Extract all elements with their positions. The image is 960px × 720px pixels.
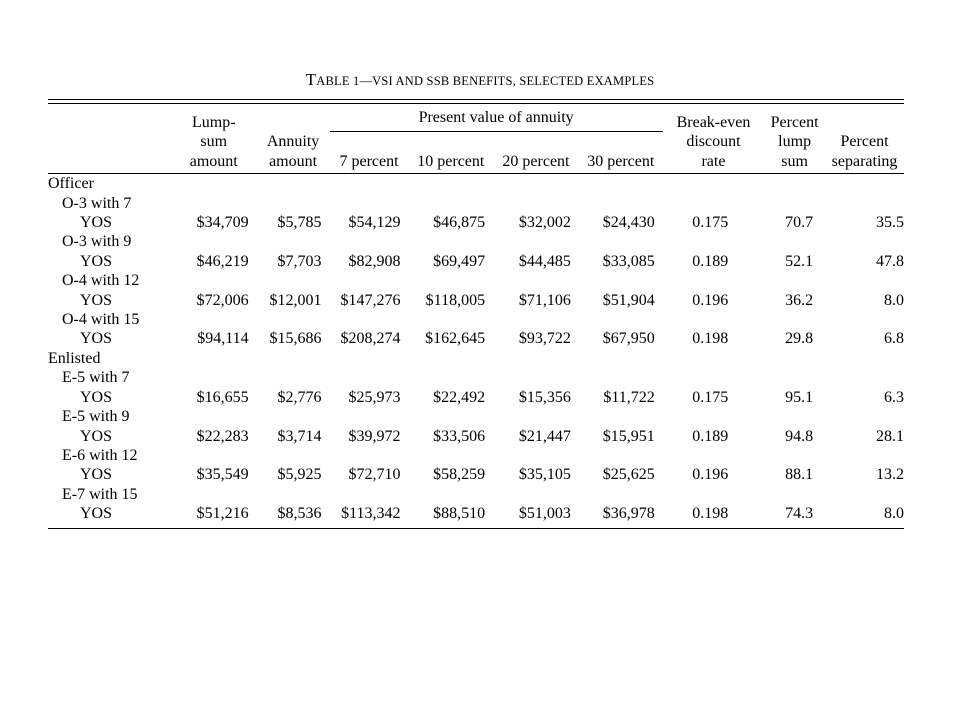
cell-ps: 35.5 [876, 214, 904, 232]
group-row [48, 174, 904, 194]
cell-p30: $24,430 [602, 214, 655, 232]
bottom-rule [48, 528, 904, 529]
cell-p20: $15,356 [518, 388, 571, 406]
cell-ps: 6.3 [884, 388, 904, 406]
cell-be: 0.198 [692, 330, 729, 348]
cell-be: 0.189 [692, 427, 729, 445]
top-double-rule-2 [48, 103, 904, 104]
header-break-even-1: Break-even [676, 114, 751, 131]
cell-p7: $54,129 [348, 214, 401, 232]
cell-lump: $94,114 [197, 330, 249, 348]
cell-annuity: $2,776 [277, 388, 322, 406]
cell-be: 0.196 [692, 466, 729, 484]
grade-label: E-7 with 15 [62, 485, 138, 503]
grade-label: E-5 with 7 [62, 369, 130, 387]
cell-p30: $33,085 [602, 252, 655, 270]
table-row-grade [48, 271, 904, 290]
cell-annuity: $15,686 [269, 330, 322, 348]
table-body [48, 174, 904, 524]
header-present-value-group [330, 108, 663, 132]
header-percent-lump-1: Percent [770, 114, 819, 131]
cell-p30: $25,625 [602, 466, 655, 484]
header-percent-lump-2: lump [778, 133, 812, 151]
yos-label: YOS [80, 252, 113, 270]
cell-p20: $93,722 [518, 330, 571, 348]
grade-label: E-5 with 9 [62, 408, 130, 426]
cell-be: 0.175 [692, 214, 729, 232]
header-7-percent: 7 percent [330, 152, 409, 174]
cell-lump: $51,216 [196, 505, 249, 523]
cell-ps: 8.0 [884, 505, 904, 523]
cell-pl: 52.1 [785, 252, 814, 270]
top-double-rule-1 [48, 99, 904, 100]
cell-p7: $147,276 [340, 291, 401, 309]
header-lump-sum-1: Lump- [191, 114, 236, 131]
cell-ps: 6.8 [884, 330, 904, 348]
cell-annuity: $8,536 [277, 505, 322, 523]
cell-pl: 70.7 [785, 214, 814, 232]
cell-p20: $44,485 [518, 252, 571, 270]
cell-p10: $58,259 [433, 466, 486, 484]
cell-p10: $22,492 [433, 388, 486, 406]
cell-lump: $34,709 [196, 214, 249, 232]
header-break-even-2: discount [686, 133, 741, 151]
cell-p7: $39,972 [348, 427, 401, 445]
cell-p7: $208,274 [340, 330, 401, 348]
yos-label: YOS [80, 291, 113, 309]
cell-p7: $113,342 [341, 505, 401, 523]
group-row [48, 349, 904, 368]
yos-label: YOS [80, 505, 113, 523]
table-row [48, 388, 904, 407]
grade-label: O-4 with 15 [62, 311, 140, 329]
header-percent-sep-1: Percent [840, 133, 889, 151]
cell-pl: 94.8 [785, 427, 814, 445]
cell-p30: $67,950 [602, 330, 655, 348]
cell-lump: $35,549 [196, 466, 249, 484]
header-10-percent: 10 percent [409, 152, 494, 174]
cell-ps: 8.0 [884, 291, 904, 309]
cell-be: 0.196 [692, 291, 729, 309]
table-row-grade [48, 485, 904, 504]
grade-label: O-3 with 7 [62, 194, 132, 212]
yos-label: YOS [80, 466, 113, 484]
table-row-grade [48, 446, 904, 465]
cell-p30: $36,978 [602, 505, 655, 523]
header-annuity-2: amount [257, 152, 330, 174]
table-row-grade [48, 310, 904, 329]
cell-p20: $32,002 [518, 214, 571, 232]
header-lump-sum-3: amount [171, 152, 257, 174]
cell-lump: $46,219 [196, 252, 249, 270]
table-row [48, 291, 904, 310]
cell-p7: $72,710 [348, 466, 401, 484]
cell-pl: 29.8 [785, 330, 814, 348]
table-title-initial: T [305, 70, 317, 89]
cell-ps: 47.8 [876, 252, 904, 270]
cell-p30: $15,951 [602, 427, 655, 445]
yos-label: YOS [80, 427, 113, 445]
table-header [48, 108, 904, 174]
cell-p30: $51,904 [602, 291, 655, 309]
cell-p10: $69,497 [433, 252, 486, 270]
cell-ps: 13.2 [876, 466, 904, 484]
cell-p7: $82,908 [348, 252, 401, 270]
table-row [48, 329, 904, 348]
cell-p30: $11,722 [603, 388, 655, 406]
cell-p20: $51,003 [518, 505, 571, 523]
cell-annuity: $12,001 [269, 291, 322, 309]
table-title [0, 70, 960, 90]
cell-be: 0.189 [692, 252, 729, 270]
yos-label: YOS [80, 330, 113, 348]
cell-pl: 88.1 [785, 466, 814, 484]
cell-lump: $16,655 [196, 388, 249, 406]
cell-p20: $35,105 [518, 466, 571, 484]
cell-pl: 74.3 [785, 505, 814, 523]
cell-p20: $71,106 [518, 291, 571, 309]
group-label: Officer [48, 175, 94, 193]
group-label: Enlisted [48, 349, 101, 367]
table-row [48, 427, 904, 446]
cell-p20: $21,447 [518, 427, 571, 445]
yos-label: YOS [80, 388, 113, 406]
table-row-grade [48, 194, 904, 213]
cell-annuity: $3,714 [277, 427, 322, 445]
table-row [48, 252, 904, 271]
grade-label: E-6 with 12 [62, 446, 138, 464]
cell-annuity: $7,703 [277, 252, 322, 270]
cell-ps: 28.1 [876, 427, 904, 445]
header-percent-lump-3: sum [764, 152, 825, 174]
table-row [48, 465, 904, 484]
table-row [48, 504, 904, 523]
cell-be: 0.198 [692, 505, 729, 523]
cell-p7: $25,973 [348, 388, 401, 406]
table-row [48, 213, 904, 232]
grade-label: O-4 with 12 [62, 272, 140, 290]
yos-label: YOS [80, 214, 113, 232]
cell-be: 0.175 [692, 388, 729, 406]
header-30-percent: 30 percent [579, 152, 663, 174]
cell-p10: $118,005 [425, 291, 486, 309]
table-row-grade [48, 407, 904, 426]
cell-annuity: $5,925 [277, 466, 322, 484]
header-20-percent: 20 percent [493, 152, 579, 174]
benefits-table [48, 108, 904, 524]
header-percent-sep-2: separating [825, 152, 904, 174]
cell-p10: $46,875 [433, 214, 486, 232]
header-lump-sum-2: sum [200, 133, 228, 151]
cell-pl: 36.2 [785, 291, 814, 309]
table-title-rest: ABLE 1—VSI AND SSB BENEFITS, SELECTED EXAMPLES [316, 74, 655, 88]
cell-lump: $72,006 [196, 291, 249, 309]
cell-p10: $33,506 [433, 427, 486, 445]
present-value-group-label: Present value of annuity [330, 108, 663, 132]
cell-p10: $88,510 [433, 505, 486, 523]
table-row-grade [48, 368, 904, 387]
grade-label: O-3 with 9 [62, 233, 132, 251]
cell-annuity: $5,785 [277, 214, 322, 232]
cell-lump: $22,283 [196, 427, 249, 445]
table-row-grade [48, 232, 904, 251]
cell-p10: $162,645 [425, 330, 486, 348]
header-break-even-3: rate [663, 152, 764, 174]
cell-pl: 95.1 [785, 388, 814, 406]
header-annuity-1: Annuity [266, 133, 320, 151]
